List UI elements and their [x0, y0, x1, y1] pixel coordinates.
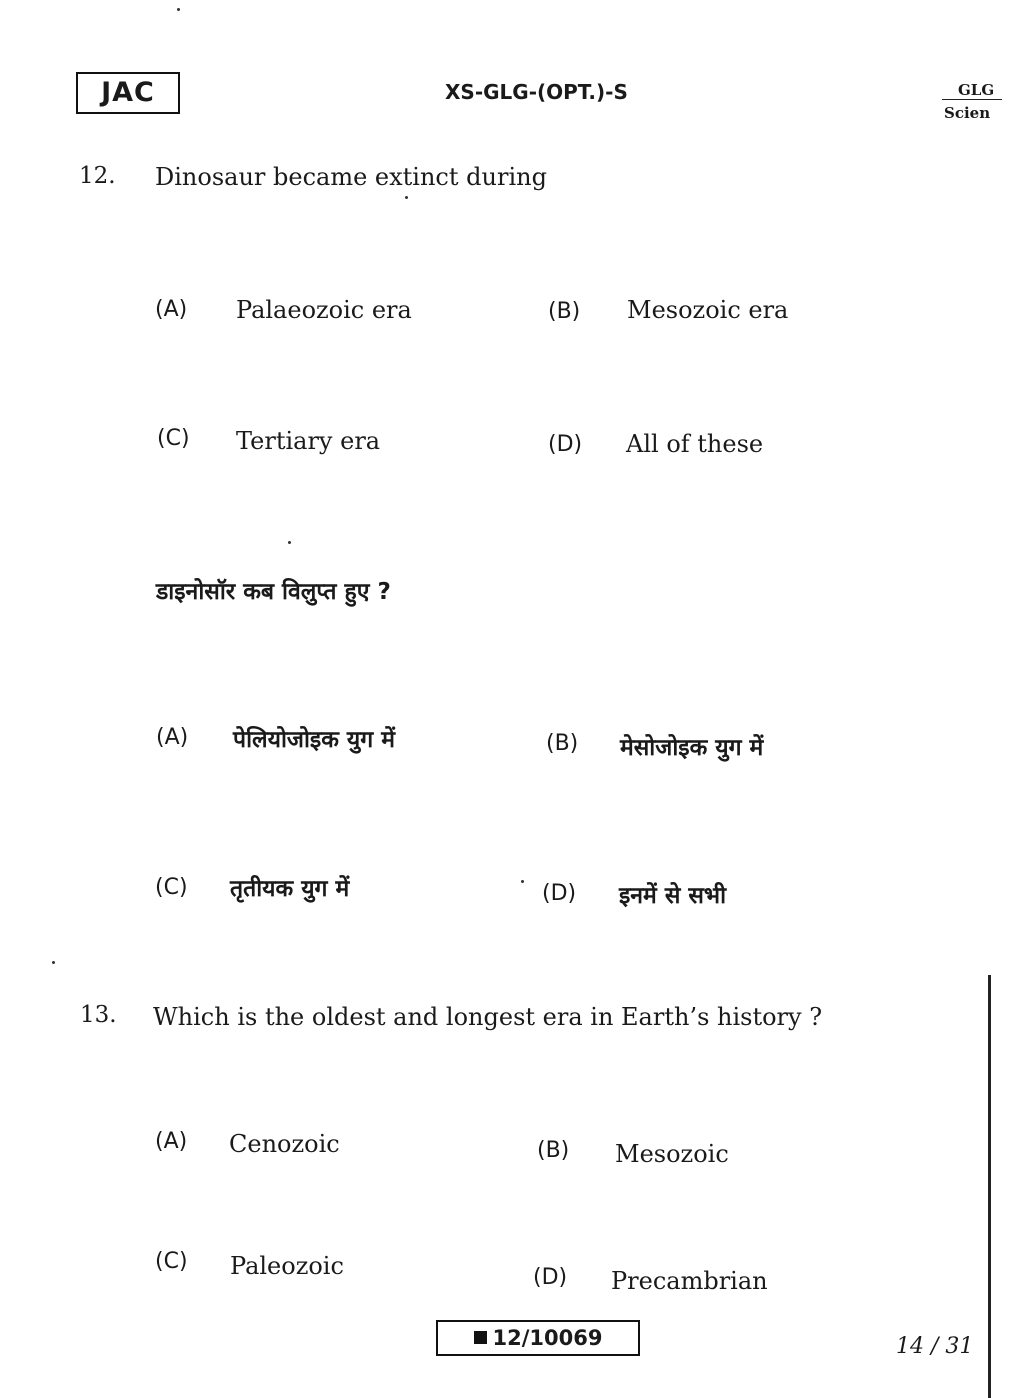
option-text: Mesozoic era — [627, 296, 789, 324]
option-label: (A) — [155, 1129, 188, 1154]
scan-edge-line — [988, 975, 991, 1398]
option-text-hindi: पेलियोजोइक युग में — [233, 727, 395, 753]
option-label: (D) — [548, 432, 583, 457]
square-bullet-icon — [474, 1331, 487, 1344]
option-label: (C) — [155, 875, 188, 900]
question-text: Dinosaur became extinct during — [155, 163, 547, 191]
scan-speck — [52, 961, 55, 964]
option-text-hindi: मेसोजोइक युग में — [620, 735, 764, 761]
option-text: Paleozoic — [230, 1252, 344, 1280]
scan-speck — [521, 880, 524, 883]
option-text-hindi: तृतीयक युग में — [230, 876, 350, 902]
option-text: Mesozoic — [615, 1140, 729, 1168]
scan-speck — [288, 541, 291, 544]
board-logo: JAC — [76, 72, 180, 114]
scan-speck — [405, 196, 408, 199]
page-number: 14 / 31 — [896, 1334, 974, 1359]
option-label: (B) — [537, 1138, 570, 1163]
question-number: 12. — [79, 163, 116, 189]
option-label: (C) — [155, 1249, 188, 1274]
option-label: (B) — [548, 299, 581, 324]
booklet-code: 12/10069 — [492, 1326, 603, 1350]
option-label: (C) — [157, 426, 190, 451]
booklet-code-box — [436, 1320, 640, 1356]
option-label: (A) — [155, 297, 188, 322]
option-label: (D) — [533, 1265, 568, 1290]
scan-speck — [177, 8, 180, 11]
question-text-hindi: डाइनोसॉर कब विलुप्त हुए ? — [156, 579, 391, 605]
option-text: Cenozoic — [229, 1130, 340, 1158]
side-label-divider — [942, 99, 1002, 100]
option-label: (D) — [542, 881, 577, 906]
option-label: (B) — [546, 731, 579, 756]
option-text: All of these — [626, 430, 764, 458]
question-number: 13. — [80, 1002, 117, 1028]
option-text: Palaeozoic era — [236, 296, 412, 324]
option-text-hindi: इनमें से सभी — [619, 883, 727, 909]
side-label-top: GLG — [958, 81, 995, 99]
side-label-bottom: Scien — [944, 104, 991, 122]
option-text: Precambrian — [611, 1267, 768, 1295]
option-label: (A) — [156, 725, 189, 750]
question-text: Which is the oldest and longest era in Earth’s history ? — [153, 1003, 823, 1031]
paper-code: XS-GLG-(OPT.)-S — [445, 80, 628, 104]
option-text: Tertiary era — [236, 427, 381, 455]
